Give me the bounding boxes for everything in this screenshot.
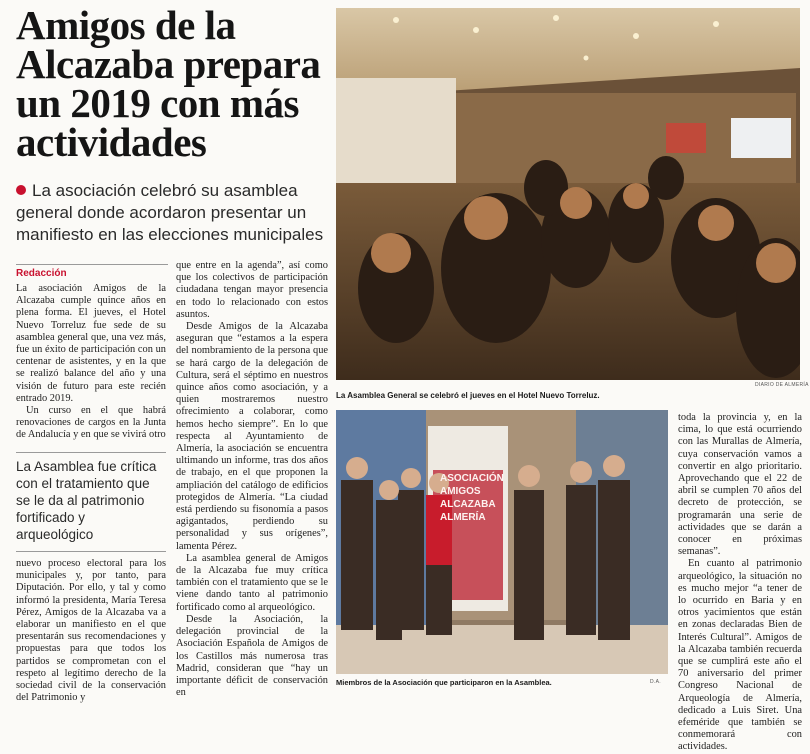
banner-line: ALMERÍA [440, 512, 486, 523]
paragraph: nuevo proceso electoral para los municipales y, por tanto, para Diputación. Por ello, y tal y como informó la presidenta, María Teresa Pérez, Amigos de la Alcazaba va a elaborar un manifiesto en el que presentarán sus recomendaciones y propuestas para que todos los partidos se comprometan con el respeto al legítimo derecho de la sociedad civil de la conservación del Patrimonio y [16, 558, 166, 704]
members-photo-image [336, 410, 668, 674]
banner-line: ALCAZABA [440, 499, 496, 510]
pull-quote-rule-top [16, 452, 166, 453]
bullet-dot-icon [16, 185, 26, 195]
column-3 [678, 412, 802, 754]
assembly-photo-image [336, 8, 800, 380]
photo-caption: La Asamblea General se celebró el jueves en el Hotel Nuevo Torreluz. [336, 391, 600, 400]
lead-text: La asociación celebró su asamblea general donde acordaron presentar un manifiesto en las elecciones municipales [16, 181, 324, 244]
photo-caption: Miembros de la Asociación que participaron en la Asamblea. [336, 678, 552, 687]
pull-quote: La Asamblea fue crítica con el tratamiento que se le da al patrimonio fortificado y arqueológico [16, 459, 157, 542]
photo-credit: D.A. [650, 679, 661, 685]
column-1-top [16, 283, 166, 442]
paragraph: La asociación Amigos de la Alcazaba cumple quince años en plena forma. El jueves, el Hotel Nuevo Torreluz fue sede de su asamblea general que, una vez más, fue un éxito de participación con un centenar de asistentes, y en la que se realizó balance del año y una visión de futuro para este recién entrado 2019. [16, 283, 166, 404]
photo-credit: DIARIO DE ALMERÍA [755, 382, 809, 388]
pull-quote-rule-bottom [16, 551, 166, 552]
paragraph: La asamblea general de Amigos de la Alcazaba fue muy crítica también con el tratamiento que se le viene dando tanto al patrimonio fortificado como al arqueológico. [176, 552, 328, 613]
photo-members [336, 410, 668, 674]
lead-paragraph [16, 180, 328, 246]
photo-assembly [336, 8, 800, 380]
banner-line: ASOCIACIÓN [440, 473, 504, 484]
byline-rule [16, 264, 168, 265]
paragraph: Desde la Asociación, la delegación provincial de la Asociación Española de Amigos de los Castillos más numerosa tras Madrid, consideran que “hay un importante déficit de conservación en [176, 613, 328, 699]
paragraph: Un curso en el que habrá renovaciones de cargos en la Junta de Andalucía y en que se vivirá otro [16, 405, 166, 441]
banner-line: AMIGOS [440, 486, 481, 497]
column-2 [176, 260, 328, 699]
paragraph: Desde Amigos de la Alcazaba aseguran que “estamos a la espera del nombramiento de la persona que se hará cargo de la delegación de Cultura, será el séptimo en nuestros quince años como asociación, y a quien mostraremos nuestro ofrecimiento a colaborar, como hemos hecho siempre”. En lo que respecta al Ayuntamiento de Almería, la asociación se encuentra ultimando un informe, tras dos años de trabajo, en el que proponen la ampliación del catálogo de edificios protegidos de Almería. “La ciudad está perdiendo su fisonomía a pasos agigantados, perdiendo su personalidad y sus orígenes”, lamenta Pérez. [176, 321, 328, 552]
headline: Amigos de la Alcazaba prepara un 2019 con más actividades [16, 2, 321, 165]
byline: Redacción [16, 268, 67, 279]
paragraph: En cuanto al patrimonio arqueológico, la situación no es mucho mejor “a tener de lo ocurrido en Baria y en otros yacimientos que están en zonas declaradas Bien de Interés Cultural”. Amigos de la Alcazaba también recuerda que se cumplirá este año el 70 aniversario del primer Congreso Nacional de Arqueología de Almería, dedicado a Luis Siret. Una efeméride que también se conmemorará con actividades. [678, 558, 802, 753]
paragraph: toda la provincia y, en la cima, lo que está ocurriendo con las Murallas de Almería, cuya conservación vamos a convertir en algo prioritario. Aprovechando que el 22 de abril se cumplen 70 años del decreto de protección, se programarán una serie de actividades que se darán a conocer en próximas semanas”. [678, 412, 802, 558]
column-1-bottom [16, 558, 166, 704]
paragraph: que entre en la agenda”, así como que los colectivos de participación ciudadana tengan mayor presencia en todo lo relacionado con estos asuntos. [176, 260, 328, 320]
banner-text [440, 472, 504, 524]
